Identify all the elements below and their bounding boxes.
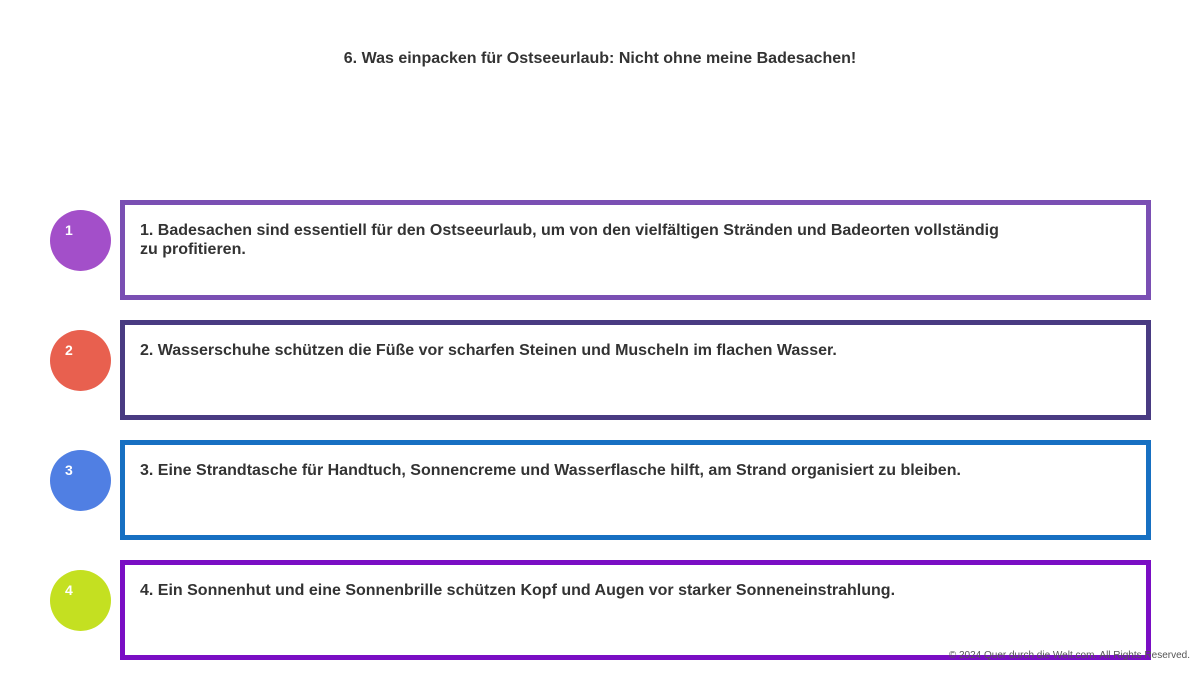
- copyright-footer: © 2024 Quer durch die Welt.com. All Rights Reserved.: [948, 650, 1190, 661]
- number-badge: [50, 210, 111, 271]
- list-item: [0, 200, 1200, 300]
- item-card: [120, 560, 1151, 660]
- item-card: [120, 320, 1151, 420]
- badge-number: 3: [65, 462, 73, 478]
- item-text: 3. Eine Strandtasche für Handtuch, Sonnencreme und Wasserflasche hilft, am Strand organisiert zu bleiben.: [140, 462, 961, 479]
- page-title: 6. Was einpacken für Ostseeurlaub: Nicht ohne meine Badesachen!: [343, 50, 857, 67]
- badge-number: 4: [65, 582, 73, 598]
- item-text: 1. Badesachen sind essentiell für den Ostseeurlaub, um von den vielfältigen Stränden und Badeorten vollständig zu profitieren.: [140, 222, 999, 258]
- number-badge: [50, 450, 111, 511]
- item-text: 4. Ein Sonnenhut und eine Sonnenbrille schützen Kopf und Augen vor starker Sonneneinstrahlung.: [140, 582, 896, 599]
- number-badge: [50, 570, 111, 631]
- badge-number: 1: [65, 222, 73, 238]
- list-item: [0, 560, 1200, 660]
- badge-number: 2: [65, 342, 73, 358]
- item-card: [120, 200, 1151, 300]
- item-text: 2. Wasserschuhe schützen die Füße vor scharfen Steinen und Muscheln im flachen Wasser.: [140, 342, 837, 359]
- list-item: [0, 440, 1200, 540]
- number-badge: [50, 330, 111, 391]
- list-item: [0, 320, 1200, 420]
- item-card: [120, 440, 1151, 540]
